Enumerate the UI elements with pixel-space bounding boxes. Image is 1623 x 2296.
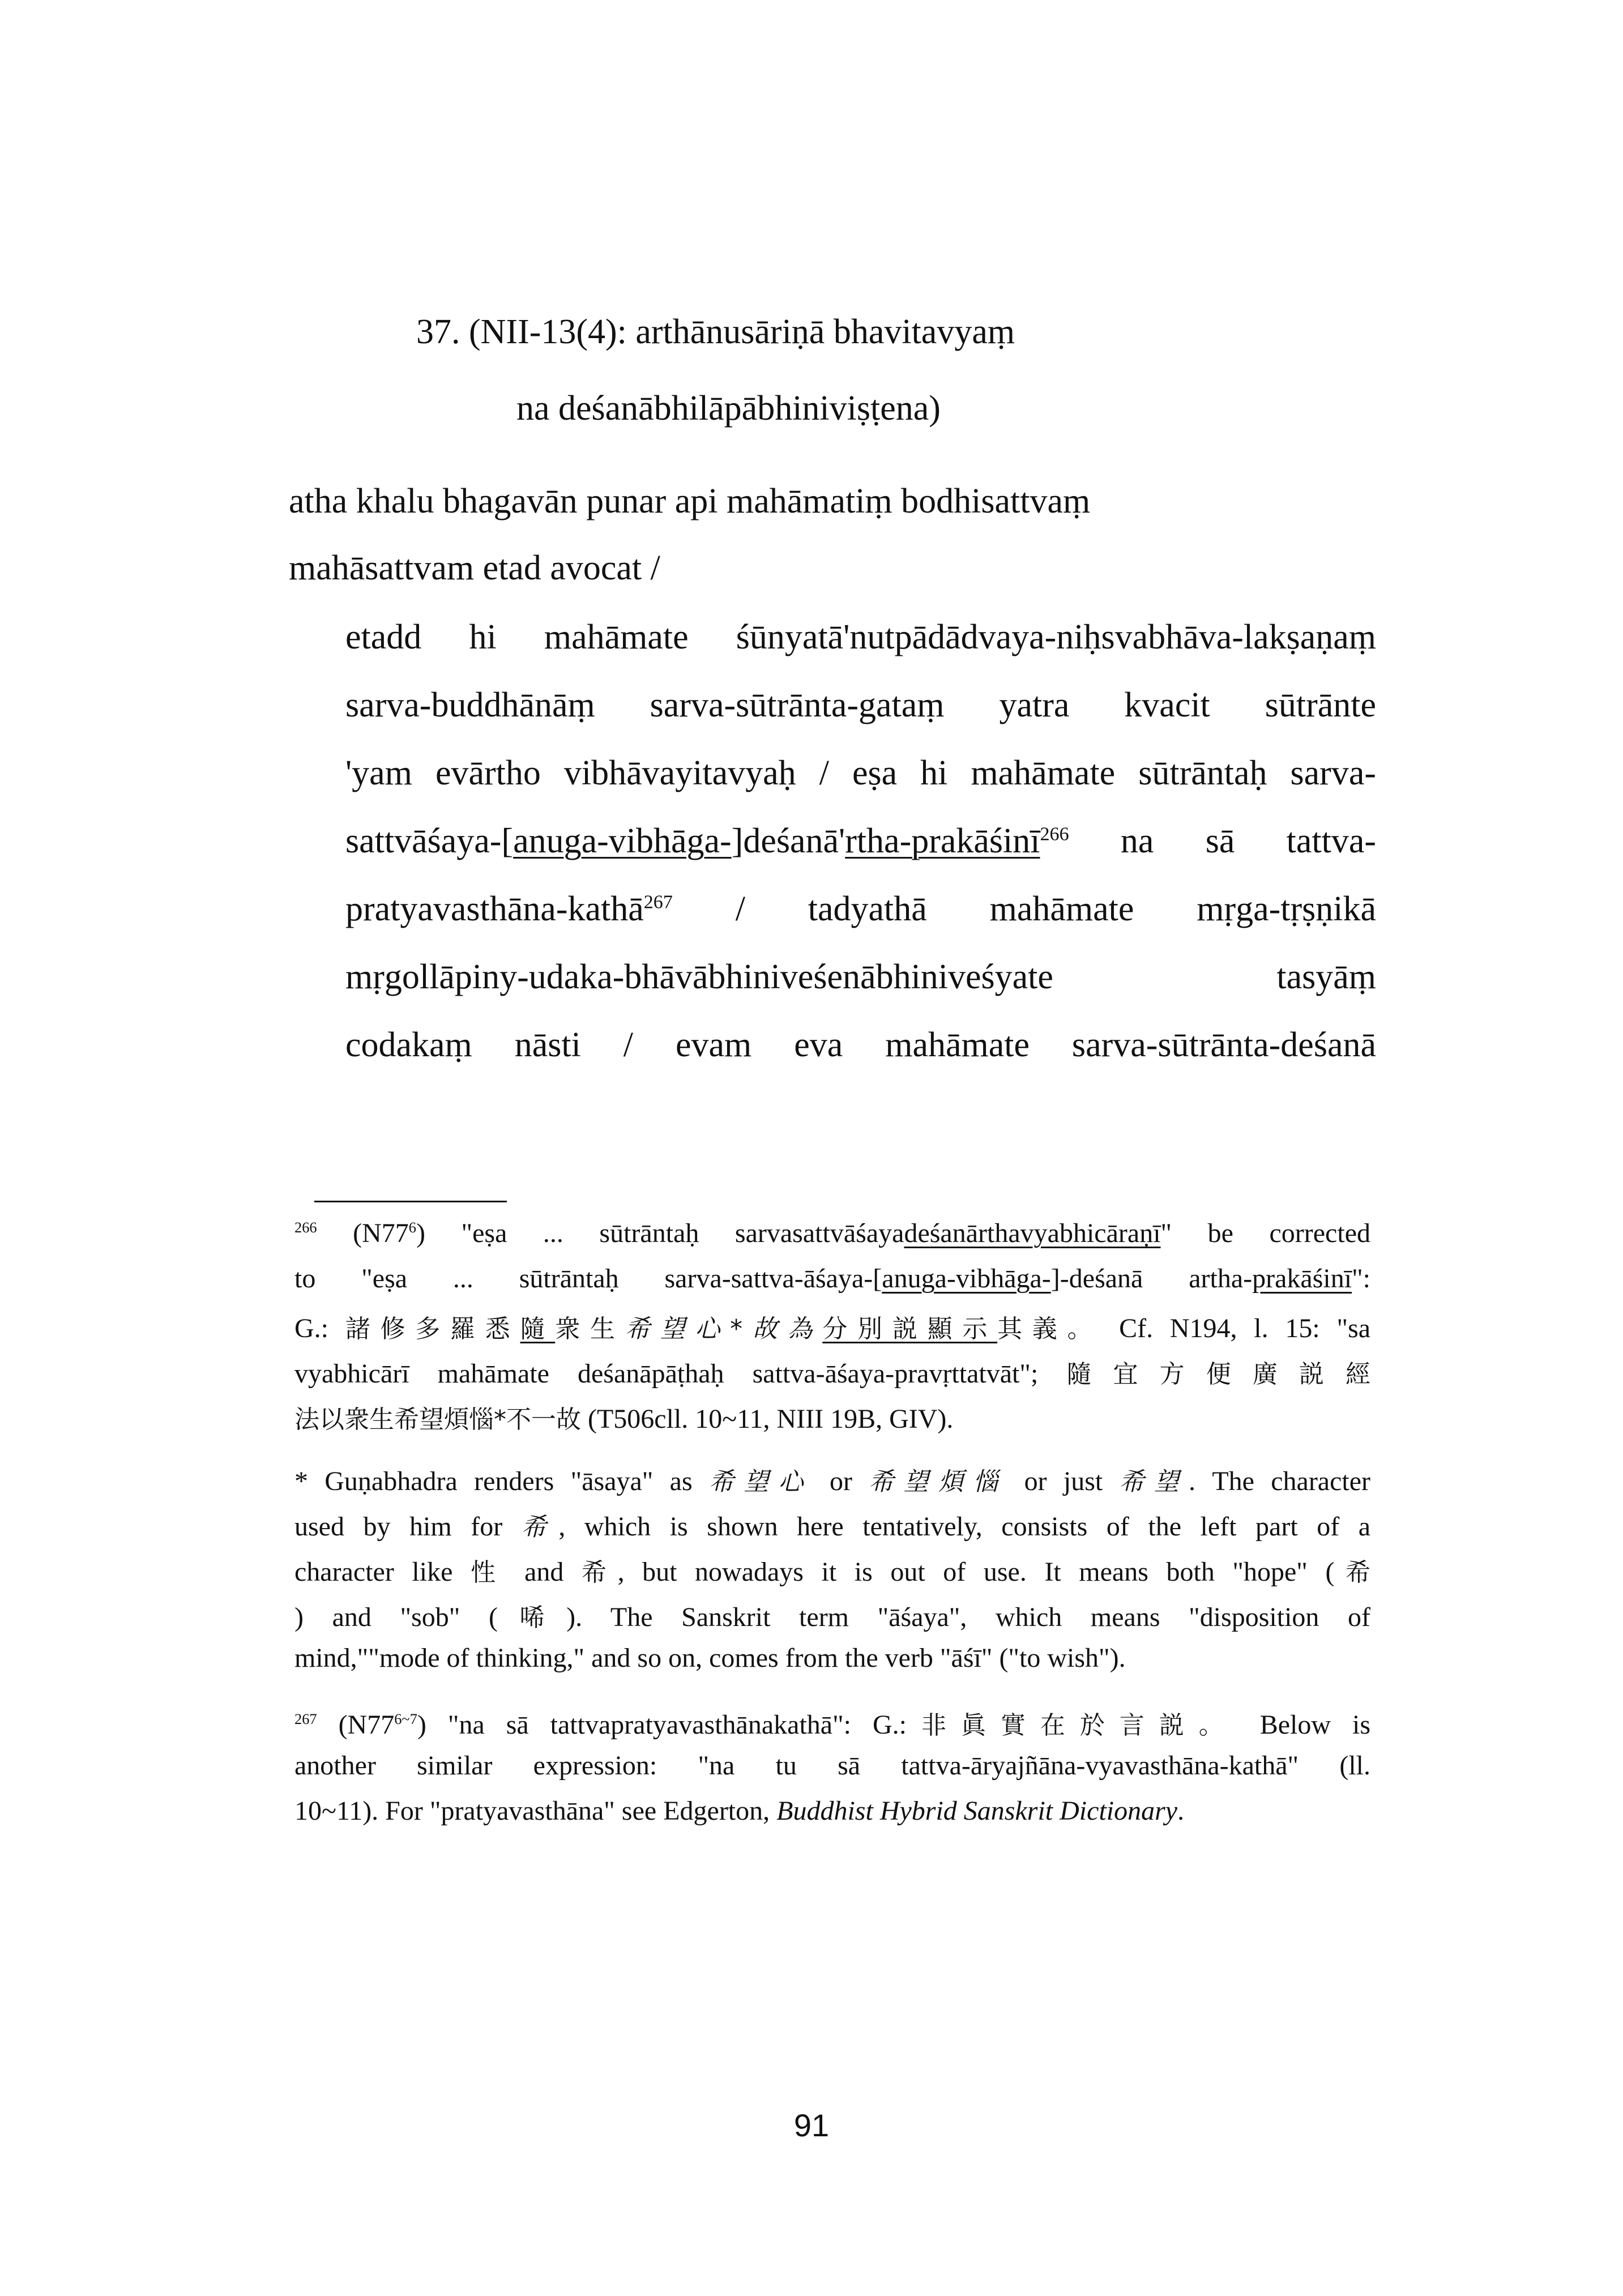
star-l4-b: ). The Sanskrit term "āśaya", which means "disposition of (566, 1602, 1371, 1632)
star-l3-c: , but nowadays it is out of use. It means both "hope" ( (617, 1557, 1335, 1587)
fn266-l3-underlined-1: 隨 (520, 1315, 556, 1343)
passage-line-4-c: ]deśanā' (731, 822, 845, 860)
fn266-l5-a: (T506cll. 10~11, NIII 19B, GIV). (581, 1404, 954, 1434)
footnote-ref-267: 267 (643, 891, 673, 913)
fn267-l1-a: (N77 (317, 1710, 395, 1740)
star-l2-a: used by him for (294, 1512, 522, 1542)
fn266-l2-underlined-1: anuga-vibhāga- (882, 1264, 1051, 1294)
passage-line-2: sarva-buddhānāṃ sarva-sūtrānta-gataṃ yatra kvacit sūtrānte (345, 686, 1376, 724)
fn266-l1-a: (N77 (317, 1218, 409, 1248)
star-l1-d: . The character (1189, 1466, 1371, 1496)
fn267-l1-sup: 6~7 (394, 1710, 417, 1727)
underlined-anuga-vibhaga: anuga-vibhāga- (513, 822, 732, 860)
star-l2-b: , which is shown here tentatively, consists of the left part of a (558, 1512, 1371, 1542)
footnote-266-line-1 (294, 1218, 1370, 1249)
fn266-l3-b: Cf. N194, l. 15: "sa (1102, 1313, 1371, 1343)
footnote-266-number: 266 (294, 1219, 317, 1236)
footnote-267-line-1 (294, 1705, 1370, 1741)
star-l4-a: ) and "sob" ( (294, 1602, 498, 1632)
star-note-line-4 (294, 1597, 1370, 1633)
passage-line-7: codakaṃ nāsti / evam eva mahāmate sarva-sūtrānta-deśanā (345, 1026, 1376, 1064)
edgerton-dictionary-title: Buddhist Hybrid Sanskrit Dictionary (776, 1796, 1178, 1826)
heading-line-2: na deśanābhilāpābhiniviṣṭena) (516, 389, 941, 428)
heading-line-1: 37. (NII-13(4): arthānusāriṇā bhavitavyaṃ (416, 313, 1015, 351)
fn266-l1-underlined: deśanārthavyabhicāraṇī (904, 1218, 1161, 1248)
star-l1-cjk-3: 希望 (1119, 1467, 1189, 1496)
star-l1-a: * Guṇabhadra renders "āsaya" as (294, 1466, 709, 1496)
footnote-separator (314, 1201, 507, 1202)
star-l3-b: and (506, 1557, 582, 1587)
star-l3-cjk-3: 希 (1334, 1558, 1371, 1587)
passage-line-5 (345, 889, 1376, 929)
fn266-l1-c: " be corrected (1160, 1218, 1371, 1248)
underlined-rtha-prakasini: rtha-prakāśinī (845, 822, 1040, 860)
star-l1-cjk-2: 希望煩惱 (869, 1467, 1008, 1496)
passage-line-3: 'yam evārtho vibhāvayitavyaḥ / eṣa hi mahāmate sūtrāntaḥ sarva- (345, 754, 1376, 792)
fn266-l5-cjk: 法以衆生希望煩惱*不一故 (294, 1405, 581, 1434)
star-l3-a: character like (294, 1557, 471, 1587)
footnote-266-line-5 (294, 1399, 1370, 1435)
star-l2-cjk: 希 (521, 1513, 559, 1542)
fn266-l2-c: ": (1352, 1264, 1370, 1294)
footnote-266-line-2 (294, 1263, 1370, 1294)
passage-line-5-a: pratyavasthāna-kathā (345, 890, 644, 928)
fn266-l1-b: ) "eṣa ... sūtrāntaḥ sarvasattvāśaya (416, 1218, 904, 1248)
footnote-267-line-3 (294, 1795, 1370, 1826)
fn267-l3-a: 10~11). For "pratyavasthāna" see Edgerton, (294, 1796, 777, 1826)
fn266-l3-a: G.: (294, 1313, 345, 1343)
footnote-ref-266: 266 (1040, 823, 1069, 845)
fn266-l4-a: vyabhicārī mahāmate deśanāpāṭhaḥ sattva-āśaya-pravṛttatvāt"; (294, 1359, 1067, 1389)
star-note-line-2 (294, 1507, 1370, 1543)
star-note-line-1 (294, 1461, 1370, 1497)
page-number: 91 (793, 2107, 830, 2143)
fn266-l3-cjk-4: 其義。 (997, 1315, 1103, 1343)
fn267-l1-b: ) "na sā tattvapratyavasthānakathā": G.: (417, 1710, 907, 1740)
footnote-267-line-2: another similar expression: "na tu sā tattva-āryajñāna-vyavasthāna-kathā" (ll. (294, 1751, 1370, 1781)
star-l1-c: or just (1007, 1466, 1120, 1496)
fn266-l3-cjk-3: 希望心*故為 (625, 1315, 823, 1343)
star-l3-cjk-1: 性 (470, 1558, 507, 1587)
passage-line-4-a: sattvāśaya-[ (345, 822, 514, 860)
fn266-l4-cjk: 隨宜方便廣説經 (1066, 1360, 1371, 1389)
fn266-l2-a: to "eṣa ... sūtrāntaḥ sarva-sattva-āśaya-[ (294, 1264, 882, 1294)
fn267-l1-cjk: 非眞實在於言説。 (907, 1711, 1238, 1740)
passage-line-6: mṛgollāpiny-udaka-bhāvābhiniveśenābhiniveśyate tasyāṃ (345, 958, 1376, 996)
fn267-l1-c: Below is (1238, 1710, 1371, 1740)
intro-line-2: mahāsattvam etad avocat / (289, 549, 660, 587)
footnote-267-number: 267 (294, 1710, 317, 1727)
passage-line-4-e: na sā tattva- (1069, 822, 1376, 860)
star-note-line-5: mind,""mode of thinking," and so on, comes from the verb "āśī" ("to wish"). (294, 1643, 1126, 1673)
fn266-l3-cjk-1: 諸修多羅悉 (345, 1315, 520, 1343)
star-l4-cjk: 唏 (497, 1603, 567, 1632)
fn266-l3-cjk-2: 衆生 (555, 1315, 625, 1343)
fn266-l1-sup: 6 (408, 1219, 416, 1236)
fn267-l3-b: . (1177, 1796, 1185, 1826)
star-l1-cjk-1: 希望心 (708, 1467, 813, 1496)
footnote-266-line-3 (294, 1308, 1370, 1345)
passage-line-5-b: / tadyathā mahāmate mṛga-tṛṣṇikā (672, 890, 1376, 928)
fn266-l2-b: ]-deśanā artha- (1050, 1264, 1253, 1294)
star-note-line-3 (294, 1552, 1370, 1588)
intro-line-1: atha khalu bhagavān punar api mahāmatiṃ bodhisattvaṃ (289, 482, 1091, 520)
fn266-l3-underlined-2: 分別説顯示 (822, 1315, 998, 1343)
passage-line-4 (345, 821, 1376, 861)
passage-line-1: etadd hi mahāmate śūnyatā'nutpādādvaya-niḥsvabhāva-lakṣaṇaṃ (345, 618, 1376, 656)
fn266-l2-underlined-2: prakāśinī (1252, 1264, 1352, 1294)
footnote-266-line-4 (294, 1354, 1370, 1390)
star-l1-b: or (813, 1466, 869, 1496)
star-l3-cjk-2: 希 (581, 1558, 618, 1587)
